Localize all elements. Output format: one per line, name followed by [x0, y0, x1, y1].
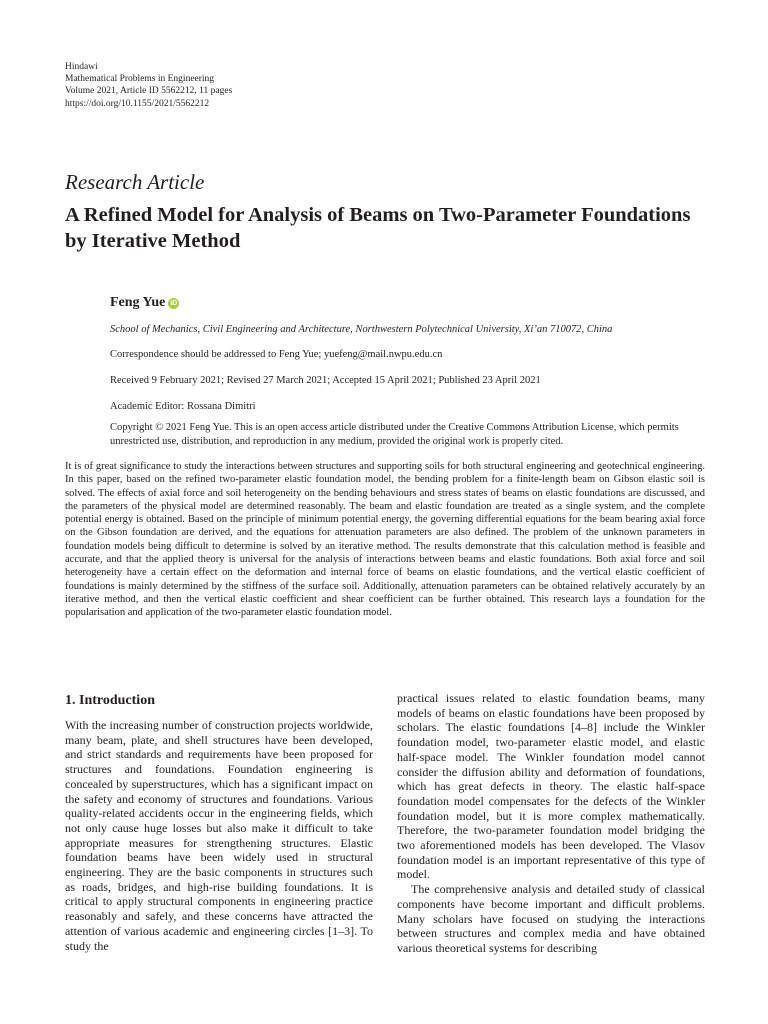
publication-dates: Received 9 February 2021; Revised 27 March 2021; Accepted 15 April 2021; Published 23 April 2021: [110, 375, 541, 386]
correspondence: Correspondence should be addressed to Feng Yue; yuefeng@mail.nwpu.edu.cn: [110, 349, 443, 360]
volume-info: Volume 2021, Article ID 5562212, 11 pages: [65, 86, 233, 97]
doi-link[interactable]: https://doi.org/10.1155/2021/5562212: [65, 98, 210, 109]
author-line: [110, 295, 179, 311]
paragraph: The comprehensive analysis and detailed study of classical components have become important and difficult problems. Many scholars have focused on studying the interactions between structures and complex media and have obtained various theoretical systems for describing: [397, 882, 705, 955]
affiliation: School of Mechanics, Civil Engineering and Architecture, Northwestern Polytechnical University, Xi’an 710072, China: [110, 324, 613, 335]
article-type: Research Article: [65, 170, 205, 194]
section-heading-introduction: 1. Introduction: [65, 693, 155, 708]
academic-editor: Academic Editor: Rossana Dimitri: [110, 401, 256, 412]
author-name[interactable]: Feng Yue: [110, 295, 166, 310]
paragraph: With the increasing number of construction projects worldwide, many beam, plate, and shell structures have been developed, and strict standards and requirements have been proposed for structures and foundations. Foundation engineering is concealed by superstructures, which has a significant impact on the safety and economy of structures and foundations. Various quality-related accidents occur in the engineering fields, which not only cause huge losses but also make it difficult to take appropriate measures for strengthening structures. Elastic foundation beams have been widely used in structural engineering. They are the basic components in structures such as roads, bridges, and high-rise building foundations. It is critical to apply structural components in engineering practice reasonably and safely, and these concerns have attracted the attention of various academic and engineering circles [1–3]. To study the: [65, 718, 373, 953]
abstract: It is of great significance to study the interactions between structures and supporting soils for both structural engineering and geotechnical engineering. In this paper, based on the refined two-parameter elastic foundation model, the bending problem for a finite-length beam on Gibson elastic soil is solved. The effects of axial force and soil heterogeneity on the bending behaviours and stress states of beams on elastic foundations are discussed, and the parameters of the physical model are determined reasonably. The beam and elastic foundation are treated as a single system, and the complete potential energy is obtained. Based on the principle of minimum potential energy, the governing differential equations for the beam bearing axial force on the Gibson foundation are derived, and the equations for attenuation parameters are also defined. The problem of the unknown parameters in foundation models being difficult to determine is solved by an iterative method. The results demonstrate that this calculation method is feasible and accurate, and that the applied theory is universal for the analysis of interactions between beams and elastic foundations. Both axial force and soil heterogeneity have a certain effect on the deformation and internal force of beams on elastic foundations, and the vertical elastic coefficient of foundations is mainly determined by the stiffness of the surface soil. Additionally, attenuation parameters can be obtained relatively accurately by an iterative method, and then the vertical elastic coefficient and shear coefficient can be further obtained. This research lays a foundation for the popularisation and application of the two-parameter elastic foundation model.: [65, 461, 705, 619]
body-column-left: [65, 718, 373, 953]
paper-title: A Refined Model for Analysis of Beams on Two-Parameter Foundations by Iterative Method: [65, 204, 691, 252]
publisher-name: Hindawi: [65, 62, 98, 72]
copyright-notice: Copyright © 2021 Feng Yue. This is an open access article distributed under the Creative Commons Attribution License, which permits unrestricted use, distribution, and reproduction in any medium, provided the original work is properly cited.: [110, 422, 679, 447]
paragraph: practical issues related to elastic foundation beams, many models of beams on elastic foundations have been proposed by scholars. The elastic foundations [4–8] include the Winkler foundation model, two-parameter elastic model, and elastic half-space model. The Winkler foundation model cannot consider the diffusion ability and deformation of foundations, which has great defects in theory. The elastic half-space foundation model compensates for the defects of the Winkler foundation model, but it is more complex mathematically. Therefore, the two-parameter foundation model bridging the two aforementioned models has been developed. The Vlasov foundation model is an important representative of this type of model.: [397, 691, 705, 882]
body-column-right: [397, 691, 705, 956]
journal-name: Mathematical Problems in Engineering: [65, 74, 215, 85]
orcid-icon[interactable]: iD: [170, 300, 178, 307]
journal-header: [65, 61, 232, 110]
